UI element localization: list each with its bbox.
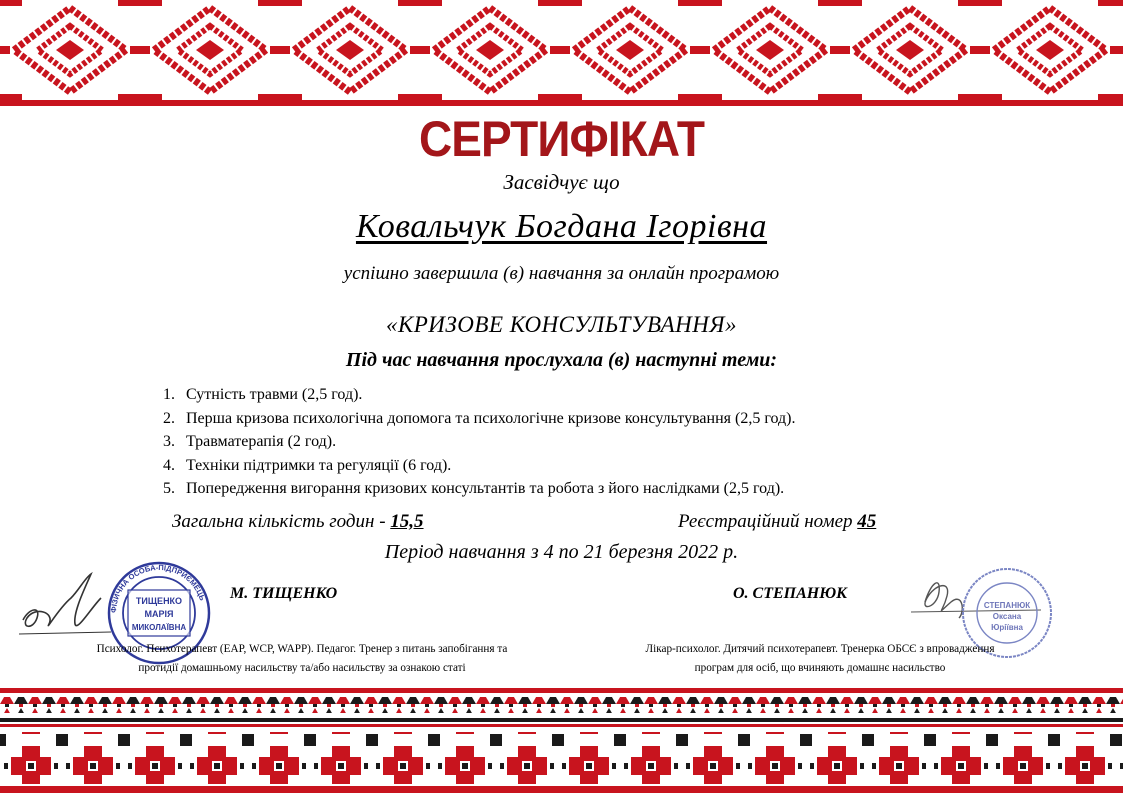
recipient-name: Ковальчук Богдана Ігорівна	[355, 208, 768, 245]
svg-text:МАРІЯ: МАРІЯ	[144, 609, 174, 619]
registration-value: 45	[857, 511, 877, 532]
program-name: «КРИЗОВЕ КОНСУЛЬТУВАННЯ»	[385, 312, 737, 337]
topics-list	[163, 383, 796, 501]
svg-text:ФІЗИЧНА ОСОБА-ПІДПРИЄМЕЦЬ: ФІЗИЧНА ОСОБА-ПІДПРИЄМЕЦЬ	[108, 562, 208, 614]
total-hours	[172, 511, 424, 533]
list-item: 2. Перша кризова психологічна допомога та психологічне кризове консультування (2,5 год).	[163, 409, 796, 427]
certifies-text: Засвідчує що	[503, 170, 620, 194]
hours-value: 15,5	[390, 511, 424, 532]
list-item: 4. Техніки підтримки та регуляції (6 год).	[163, 456, 452, 474]
signatory-name-right: О. СТЕПАНЮК	[733, 585, 847, 602]
registration-label: Реєстраційний номер	[678, 511, 858, 532]
registration-number	[678, 511, 876, 533]
list-item: 5. Попередження вигорання кризових консультантів та робота з його наслідками (2,5 год).	[163, 480, 785, 497]
signature-left	[15, 568, 115, 648]
list-item: 1. Сутність травми (2,5 год).	[163, 386, 363, 403]
svg-text:МИКОЛАЇВНА: МИКОЛАЇВНА	[131, 623, 187, 632]
bottom-embroidery-border	[0, 688, 1123, 793]
completion-text: успішно завершила (в) навчання за онлайн програмою	[343, 263, 780, 284]
signatory-name-left: М. ТИЩЕНКО	[230, 585, 338, 602]
svg-text:Юріївна: Юріївна	[991, 623, 1023, 632]
topics-heading: Під час навчання прослухала (в) наступні теми:	[345, 349, 778, 371]
certificate-title: СЕРТИФІКАТ	[418, 111, 705, 167]
hours-label: Загальна кількість годин -	[172, 511, 391, 532]
signatory-description-left: Психолог. Психотерапевт (EAP, WCP, WAPP). Педагог. Тренер з питань запобігання та протидії домашньому насильству та/або насильству за ознакою статі	[96, 643, 508, 674]
top-embroidery-border	[0, 0, 1123, 108]
list-item: 3. Травматерапія (2 год).	[163, 433, 337, 450]
svg-text:СТЕПАНЮК: СТЕПАНЮК	[983, 601, 1031, 610]
svg-text:Оксана: Оксана	[992, 612, 1022, 621]
signatory-description-right: Лікар-психолог. Дитячий психотерапевт. Тренерка ОБСЄ з впровадження програм для осіб, що вчиняють домашнє насильство	[645, 643, 995, 674]
study-period: Період навчання з 4 по 21 березня 2022 р.	[384, 541, 739, 563]
svg-text:ТИЩЕНКО: ТИЩЕНКО	[135, 596, 183, 606]
